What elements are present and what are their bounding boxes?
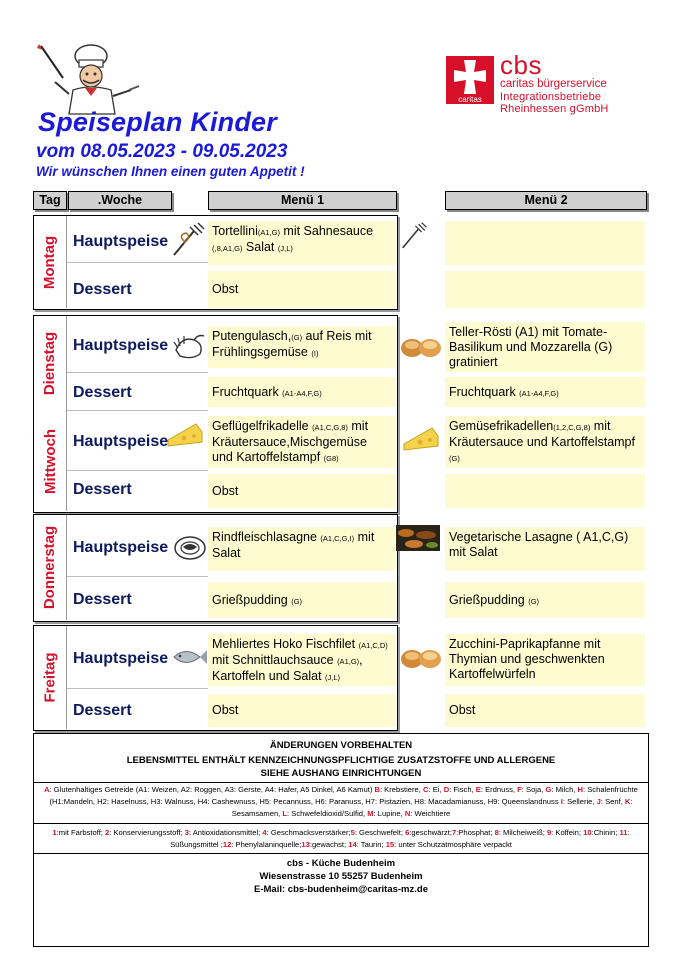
menu2-dessert-mittwoch bbox=[445, 474, 645, 508]
legend-key: 9 bbox=[546, 828, 552, 837]
divider bbox=[66, 626, 67, 729]
legend-value: : Geschmacksverstärker; bbox=[266, 828, 351, 837]
brand-subtitle: caritas bürgerservice bbox=[500, 78, 607, 90]
legend-key: H bbox=[577, 785, 584, 794]
brand-line-2: Rheinhessen gGmbH bbox=[500, 102, 609, 115]
divider bbox=[33, 782, 649, 783]
date-range: vom 08.05.2023 - 09.05.2023 bbox=[36, 141, 288, 162]
menu1-main-freitag: Mehliertes Hoko Fischfilet (A1,C,D) mit Schnittlauchsauce (A1,G), Kartoffeln und Salat (J,L) bbox=[208, 634, 395, 686]
menu2-main-donnerstag: Vegetarische Lasagne ( A1,C,G) mit Salat bbox=[445, 527, 645, 571]
divider bbox=[33, 823, 649, 824]
cheese-icon bbox=[164, 418, 204, 453]
menu2-main-montag bbox=[445, 221, 645, 265]
legend-key: 12 bbox=[222, 840, 232, 849]
column-header-menu2: Menü 2 bbox=[445, 191, 647, 210]
legend-value: : Milch, bbox=[551, 785, 578, 794]
menu2-dessert-montag bbox=[445, 271, 645, 308]
menu1-dessert-mittwoch: Obst bbox=[208, 474, 395, 508]
divider bbox=[67, 410, 208, 411]
menu2-main-mittwoch: Gemüsefrikadellen(1,2,C,G,8) mit Kräutersauce und Kartoffelstampf (G) bbox=[445, 416, 645, 468]
day-label-freitag: Freitag bbox=[41, 652, 59, 703]
legend-key: F bbox=[517, 785, 522, 794]
day-label-donnerstag: Donnerstag bbox=[41, 525, 59, 610]
menu2-main-freitag: Zucchini-Paprikapfanne mit Thymian und geschwenkten Kartoffelwürfeln bbox=[445, 634, 645, 686]
legend-value: :Chinin; bbox=[591, 828, 620, 837]
legend-value: : Sesamsamen, bbox=[231, 797, 633, 818]
day-label-mittwoch: Mittwoch bbox=[41, 428, 59, 494]
legend-key: 8 bbox=[494, 828, 499, 837]
legend-key: J bbox=[596, 797, 601, 806]
row-label-dessert: Dessert bbox=[73, 384, 132, 401]
fork-noodles-icon bbox=[398, 221, 428, 256]
divider bbox=[67, 688, 208, 689]
fish-icon bbox=[172, 646, 208, 673]
legend-key: 13 bbox=[301, 840, 310, 849]
legend-key: D bbox=[443, 785, 450, 794]
allergen-legend bbox=[35, 784, 647, 820]
legend-value: : Koffein; bbox=[551, 828, 584, 837]
menu1-dessert-freitag: Obst bbox=[208, 694, 395, 727]
day-label-dienstag: Dienstag bbox=[41, 331, 59, 395]
divider bbox=[67, 372, 208, 373]
legend-key: 1 bbox=[52, 828, 57, 837]
legend-value: : Erdnuss, bbox=[480, 785, 518, 794]
legend-value: : Senf, bbox=[600, 797, 625, 806]
legend-key: 7 bbox=[451, 828, 457, 837]
legend-value: : Süßungsmittel ; bbox=[170, 828, 630, 849]
greeting: Wir wünschen Ihnen einen guten Appetit ! bbox=[36, 164, 305, 179]
day-label-montag: Montag bbox=[41, 235, 59, 289]
row-label-dessert: Dessert bbox=[73, 591, 132, 608]
brand-name: cbs bbox=[500, 50, 542, 80]
legend-value: : Krebstiere, bbox=[379, 785, 424, 794]
kitchen-name: cbs - Küche Budenheim bbox=[286, 858, 396, 869]
legend-key: M bbox=[367, 809, 374, 818]
legend-key: 6 bbox=[405, 828, 410, 837]
legend-value: : unter Schutzatmosphäre verpackt bbox=[394, 840, 512, 849]
row-label-dessert: Dessert bbox=[73, 481, 132, 498]
column-header-day: Tag bbox=[33, 191, 67, 210]
menu1-dessert-donnerstag: Grießpudding (G) bbox=[208, 582, 395, 618]
legend-value: :geschwärzt; bbox=[409, 828, 452, 837]
legend-value: : Ei, bbox=[428, 785, 444, 794]
legend-key: N bbox=[404, 809, 411, 818]
row-label-main: Hauptspeise bbox=[73, 337, 169, 354]
logo-word: caritas bbox=[458, 95, 482, 104]
menu1-dessert-montag: Obst bbox=[208, 271, 395, 308]
row-label-main: Hauptspeise bbox=[73, 650, 169, 667]
row-label-main: Hauptspeise bbox=[73, 233, 169, 250]
legend-value: :gewachst; bbox=[309, 840, 349, 849]
column-header-menu1: Menü 1 bbox=[208, 191, 397, 210]
legend-value: : Antioxidationsmittel; bbox=[188, 828, 263, 837]
legend-value: : Glutenhaltiges Getreide (A1: Weizen, A2: Roggen, A3: Gerste, A4: Hafer, A5 Dinkel, A6 Kamut) bbox=[49, 785, 375, 794]
legend-value: :mit Farbstoff; bbox=[56, 828, 106, 837]
additive-legend bbox=[35, 827, 647, 851]
legend-value: : Weichtiere bbox=[410, 809, 451, 818]
legend-key: 2 bbox=[105, 828, 110, 837]
bread-rolls-icon bbox=[400, 645, 442, 676]
legend-key: G bbox=[545, 785, 552, 794]
divider bbox=[67, 470, 208, 471]
brand-block bbox=[500, 52, 609, 115]
legend-key: 10 bbox=[583, 828, 592, 837]
legend-value: : Milcheiweiß; bbox=[498, 828, 547, 837]
legend-value: :Phosphat; bbox=[456, 828, 495, 837]
legend-key: E bbox=[475, 785, 481, 794]
legend-key: K bbox=[624, 797, 631, 806]
menu2-dessert-freitag: Obst bbox=[445, 694, 645, 727]
menu1-dessert-dienstag: Fruchtquark (A1-A4,F,G) bbox=[208, 377, 395, 407]
legend-key: 15 bbox=[385, 840, 395, 849]
footer-notice-2: LEBENSMITTEL ENTHÄLT KENNZEICHNUNGSPFLICHTIGE ZUSATZSTOFFE UND ALLERGENE bbox=[126, 755, 556, 766]
caritas-logo bbox=[446, 56, 494, 104]
legend-value: : Taurin; bbox=[356, 840, 386, 849]
brand-line-1: Integrationsbetriebe bbox=[500, 90, 602, 103]
page-title: Speiseplan Kinder bbox=[38, 107, 277, 137]
bread-rolls-icon bbox=[400, 334, 442, 365]
legend-value: : Sellerie, bbox=[562, 797, 597, 806]
legend-value: : Konservierungsstoff; bbox=[109, 828, 185, 837]
legend-value: : Fisch, bbox=[449, 785, 476, 794]
divider bbox=[33, 853, 649, 854]
turkey-icon bbox=[172, 330, 208, 367]
legend-value: : Schalenfrüchte (H1:Mandeln, H2: Haselnuss, H3: Walnuss, H4: Cashewnuss, H5: Pecannuss, H6: Paranuss, H7: Pistazien, H8: Macadamianuss, H9: Queenslandnuss bbox=[49, 785, 638, 806]
chef-illustration bbox=[33, 38, 143, 118]
menu2-main-dienstag: Teller-Rösti (A1) mit Tomate-Basilikum und Mozzarella (G) gratiniert bbox=[445, 322, 645, 372]
footer-notice-1: ÄNDERUNGEN VORBEHALTEN bbox=[269, 740, 413, 751]
menu1-main-donnerstag: Rindfleischlasagne (A1,C,G,I) mit Salat bbox=[208, 527, 395, 571]
row-label-dessert: Dessert bbox=[73, 281, 132, 298]
legend-key: L bbox=[282, 809, 288, 818]
divider bbox=[67, 576, 208, 577]
legend-value: : Geschwefelt; bbox=[354, 828, 406, 837]
legend-key: C bbox=[423, 785, 429, 794]
row-label-main: Hauptspeise bbox=[73, 433, 169, 450]
menu2-dessert-donnerstag: Grießpudding (G) bbox=[445, 582, 645, 618]
row-label-main: Hauptspeise bbox=[73, 539, 169, 556]
column-header-week: .Woche bbox=[68, 191, 172, 210]
divider bbox=[66, 316, 67, 511]
cheese-icon bbox=[400, 422, 440, 457]
legend-key: 4 bbox=[262, 828, 267, 837]
legend-value: : Soja, bbox=[521, 785, 546, 794]
legend-value: : Schwefeldioxid/Sulfid, bbox=[287, 809, 368, 818]
divider bbox=[66, 515, 67, 620]
menu2-dessert-dienstag: Fruchtquark (A1-A4,F,G) bbox=[445, 377, 645, 407]
menu1-main-mittwoch: Geflügelfrikadelle (A1,C,G,8) mit Kräutersauce,Mischgemüse und Kartoffelstampf (G8) bbox=[208, 416, 395, 468]
footer-notice-3: SIEHE AUSHANG EINRICHTUNGEN bbox=[260, 768, 422, 779]
legend-key: A bbox=[44, 785, 50, 794]
legend-key: B bbox=[374, 785, 380, 794]
legend-key: I bbox=[560, 797, 563, 806]
legend-key: 11 bbox=[619, 828, 628, 837]
grilled-vegetables-icon bbox=[396, 525, 440, 556]
kitchen-address: Wiesenstrasse 10 55257 Budenheim bbox=[259, 871, 423, 882]
menu1-main-dienstag: Putengulasch,(G) auf Reis mit Frühlingsgemüse (I) bbox=[208, 326, 395, 368]
steak-plate-icon bbox=[173, 533, 207, 566]
fork-noodles-icon bbox=[168, 221, 206, 264]
legend-value: : Phenylalaninquelle; bbox=[231, 840, 302, 849]
kitchen-email[interactable]: E-Mail: cbs-budenheim@caritas-mz.de bbox=[254, 884, 428, 895]
menu1-main-montag: Tortellini(A1,G) mit Sahnesauce (,8,A1,G) Salat (J,L) bbox=[208, 221, 395, 265]
row-label-dessert: Dessert bbox=[73, 702, 132, 719]
legend-key: 3 bbox=[184, 828, 189, 837]
legend-value: : Lupine, bbox=[373, 809, 405, 818]
legend-key: 14 bbox=[348, 840, 357, 849]
legend-key: 5 bbox=[350, 828, 355, 837]
